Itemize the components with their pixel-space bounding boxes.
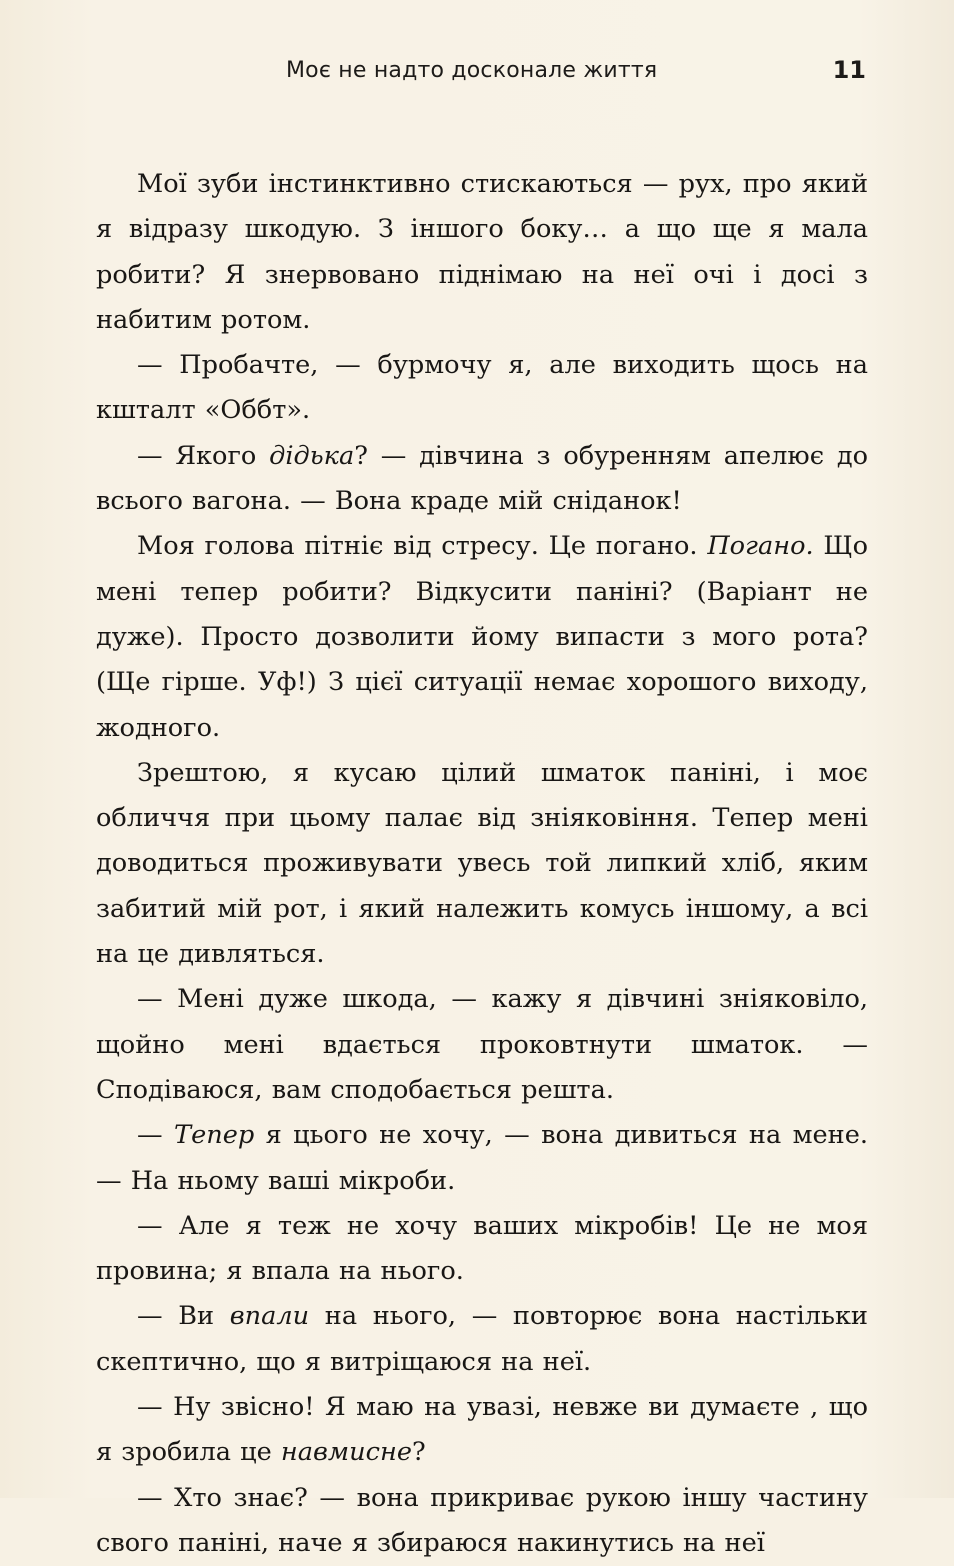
paragraph: Моя голова пітніє від стресу. Це погано. Погано. Що мені тепер робити? Відкусити паніні? (Варіант не дуже). Просто дозволити йому випасти з мого рота? (Ще гірше. Уф!) З цієї ситуації немає хорошого виходу, жодного. [96,531,869,743]
paragraph: — Ви впали на нього, — повторює вона настільки скептично, що я витріщаюся на неї. [96,1301,868,1377]
running-header [96,58,868,94]
page-number: 11 [832,56,866,84]
paragraph: — Якого дідька? — дівчина з обуренням апелює до всього вагона. — Вона краде мій сніданок! [96,440,868,517]
running-title: Моє не надто досконале життя [286,58,658,83]
paragraph: — Ну звісно! Я маю на увазі, невже ви думаєте , що я зробила це навмисне? [96,1392,868,1468]
paragraph: — Мені дуже шкода, — кажу я дівчині зніяковіло, щойно мені вдається проковтнути шматок. — Сподіваюся, вам сподобається решта. [96,984,868,1105]
paragraph: — Пробачте, — бурмочу я, але виходить щось на кшталт «Оббт». [96,350,868,426]
paragraph: — Тепер я цього не хочу, — вона дивиться на мене. — На ньому ваші мікроби. [96,1120,868,1196]
paragraph: — Але я теж не хочу ваших мікробів! Це не моя провина; я впала на нього. [96,1210,868,1287]
paragraph: Зрештою, я кусаю цілий шматок паніні, і моє обличчя при цьому палає від зніяковіння. Тепер мені доводиться проживувати увесь той липкий хліб, яким забитий мій рот, і який належить комусь іншому, а всі на це дивляться. [96,757,868,970]
body-text [96,162,868,1566]
paragraph: — Хто знає? — вона прикриває рукою іншу частину свого паніні, наче я збираюся накинутись на неї [96,1482,868,1558]
paragraph: Мої зуби інстинктивно стискаються — рух, про який я відразу шкодую. З іншого боку… а що ще я мала робити? Я знервовано піднімаю на неї очі і досі з набитим ротом. [96,169,868,335]
